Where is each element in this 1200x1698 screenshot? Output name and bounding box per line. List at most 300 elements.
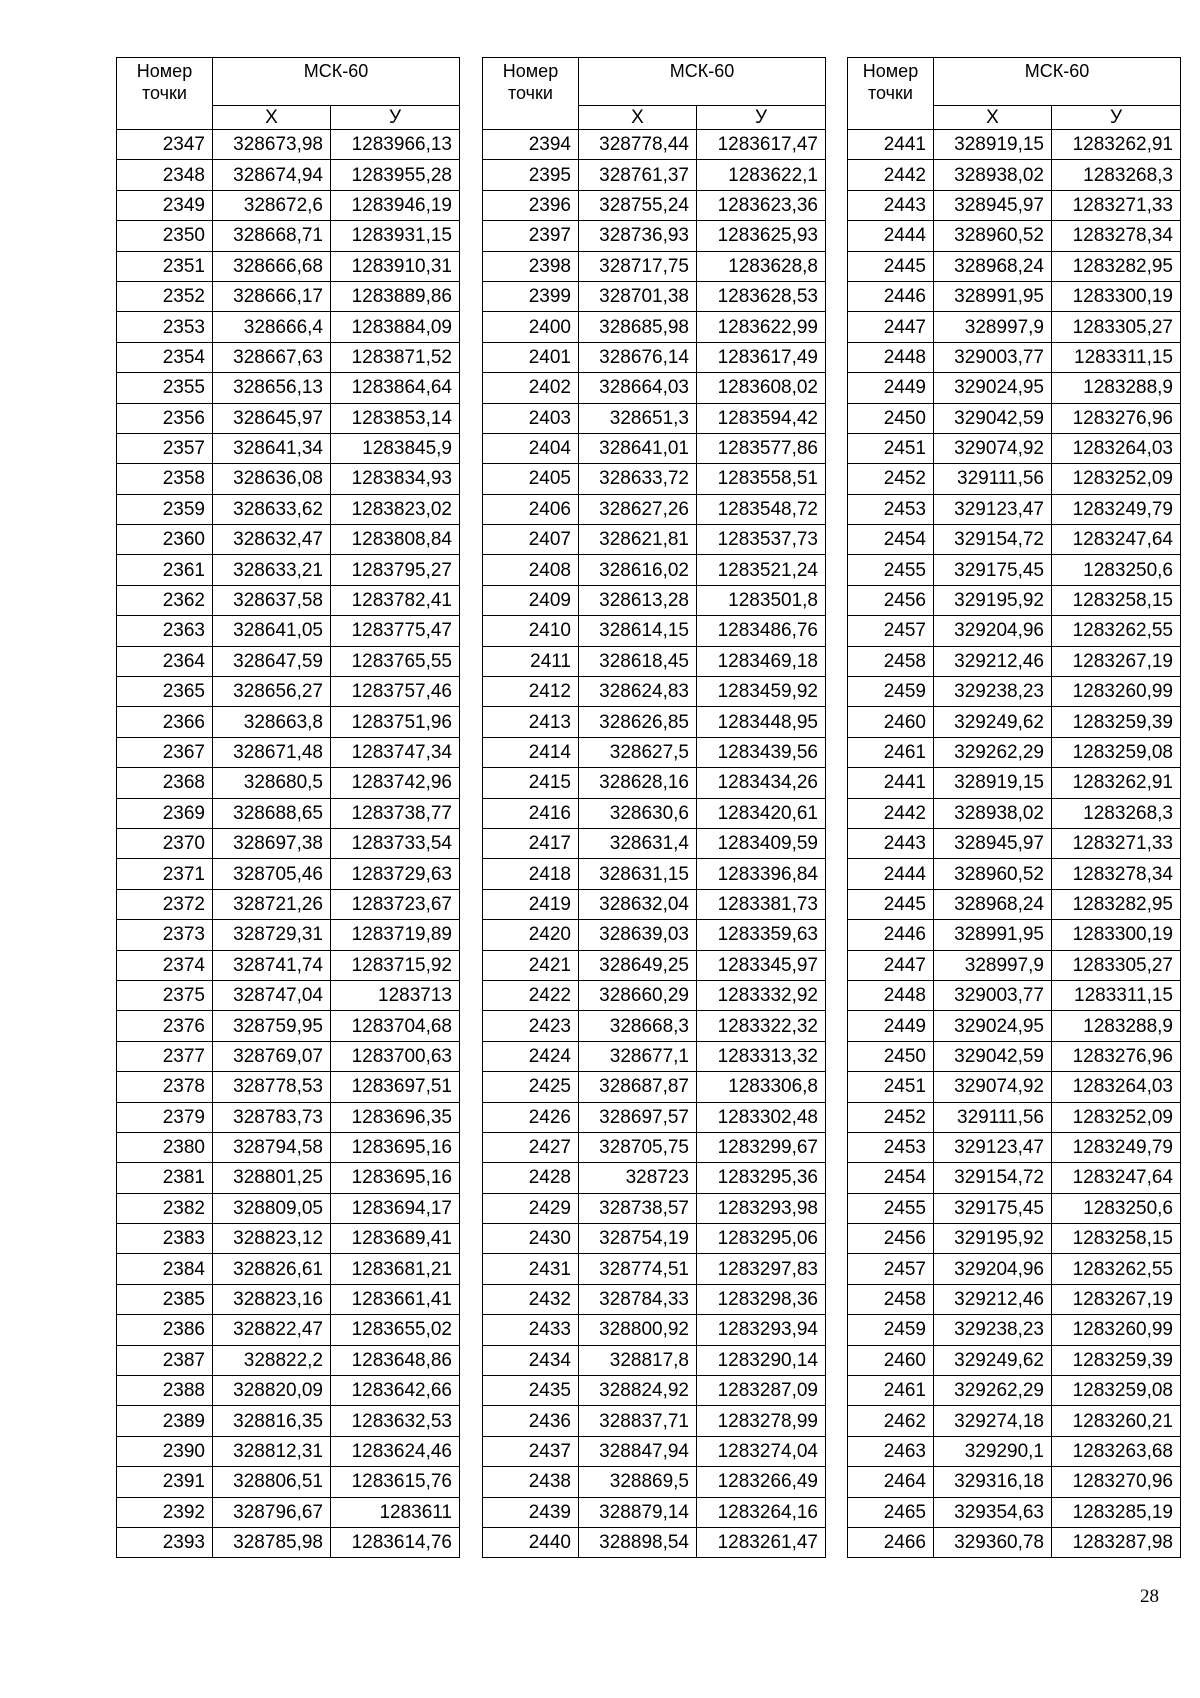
y-coordinate-cell: 1283459,92 — [697, 677, 826, 707]
x-coordinate-cell: 328736,93 — [579, 221, 697, 251]
table-row — [848, 1011, 1181, 1041]
table-row — [848, 525, 1181, 555]
table-row — [117, 859, 460, 889]
table-row — [483, 585, 826, 615]
x-coordinate-cell: 328869,5 — [579, 1467, 697, 1497]
x-coordinate-cell: 328738,57 — [579, 1193, 697, 1223]
table-row — [117, 1102, 460, 1132]
point-number-cell: 2390 — [117, 1436, 213, 1466]
y-coordinate-cell: 1283622,1 — [697, 160, 826, 190]
x-coordinate-cell: 328919,15 — [934, 130, 1052, 160]
point-number-cell: 2372 — [117, 889, 213, 919]
y-coordinate-cell: 1283262,55 — [1052, 616, 1181, 646]
y-coordinate-cell: 1283624,46 — [331, 1436, 460, 1466]
point-number-cell: 2368 — [117, 768, 213, 798]
point-number-cell: 2441 — [848, 768, 934, 798]
x-coordinate-cell: 328991,95 — [934, 920, 1052, 950]
y-coordinate-cell: 1283345,97 — [697, 950, 826, 980]
table-row — [117, 677, 460, 707]
y-coordinate-cell: 1283262,91 — [1052, 768, 1181, 798]
y-coordinate-cell: 1283259,08 — [1052, 737, 1181, 767]
x-coordinate-cell: 328616,02 — [579, 555, 697, 585]
x-coordinate-cell: 329154,72 — [934, 1163, 1052, 1193]
table-row — [117, 798, 460, 828]
x-coordinate-cell: 328671,48 — [213, 737, 331, 767]
table-row — [483, 646, 826, 676]
table-row — [483, 130, 826, 160]
point-number-cell: 2421 — [483, 950, 579, 980]
x-coordinate-cell: 328663,8 — [213, 707, 331, 737]
table-row — [483, 1345, 826, 1375]
y-coordinate-cell: 1283548,72 — [697, 494, 826, 524]
x-coordinate-cell: 329238,23 — [934, 677, 1052, 707]
point-number-cell: 2433 — [483, 1315, 579, 1345]
y-coordinate-cell: 1283311,15 — [1052, 342, 1181, 372]
y-coordinate-cell: 1283719,89 — [331, 920, 460, 950]
x-coordinate-cell: 328621,81 — [579, 525, 697, 555]
table-row — [848, 1527, 1181, 1557]
x-coordinate-cell: 328820,09 — [213, 1376, 331, 1406]
x-coordinate-cell: 328823,16 — [213, 1284, 331, 1314]
x-coordinate-cell: 329175,45 — [934, 555, 1052, 585]
table-row — [483, 281, 826, 311]
table-row — [117, 1041, 460, 1071]
table-row — [848, 737, 1181, 767]
x-coordinate-cell: 328778,44 — [579, 130, 697, 160]
table-row — [117, 1284, 460, 1314]
table-row — [483, 221, 826, 251]
point-number-cell: 2460 — [848, 707, 934, 737]
table-row — [117, 555, 460, 585]
y-coordinate-cell: 1283299,67 — [697, 1132, 826, 1162]
table-row — [483, 1406, 826, 1436]
table-row — [848, 1497, 1181, 1527]
point-number-cell: 2451 — [848, 1072, 934, 1102]
x-coordinate-cell: 328668,3 — [579, 1011, 697, 1041]
point-number-cell: 2386 — [117, 1315, 213, 1345]
table-row — [848, 1163, 1181, 1193]
y-coordinate-cell: 1283305,27 — [1052, 950, 1181, 980]
y-coordinate-cell: 1283434,26 — [697, 768, 826, 798]
x-coordinate-cell: 328624,83 — [579, 677, 697, 707]
point-number-cell: 2436 — [483, 1406, 579, 1436]
x-coordinate-cell: 329175,45 — [934, 1193, 1052, 1223]
table-row — [117, 889, 460, 919]
y-coordinate-cell: 1283396,84 — [697, 859, 826, 889]
point-number-cell: 2424 — [483, 1041, 579, 1071]
point-number-cell: 2385 — [117, 1284, 213, 1314]
point-number-cell: 2393 — [117, 1527, 213, 1557]
x-coordinate-cell: 328785,98 — [213, 1527, 331, 1557]
table-row — [117, 1315, 460, 1345]
table-row — [483, 433, 826, 463]
y-coordinate-cell: 1283274,04 — [697, 1436, 826, 1466]
y-coordinate-cell: 1283681,21 — [331, 1254, 460, 1284]
y-coordinate-cell: 1283278,34 — [1052, 859, 1181, 889]
y-coordinate-cell: 1283695,16 — [331, 1132, 460, 1162]
table-row — [848, 1284, 1181, 1314]
x-coordinate-cell: 328783,73 — [213, 1102, 331, 1132]
x-coordinate-cell: 328879,14 — [579, 1497, 697, 1527]
table-row — [848, 464, 1181, 494]
point-number-cell: 2461 — [848, 1376, 934, 1406]
table-row — [117, 707, 460, 737]
point-number-cell: 2423 — [483, 1011, 579, 1041]
point-number-cell: 2387 — [117, 1345, 213, 1375]
x-coordinate-cell: 328628,16 — [579, 768, 697, 798]
point-number-cell: 2348 — [117, 160, 213, 190]
table-row — [117, 737, 460, 767]
table-row — [848, 1254, 1181, 1284]
point-number-cell: 2365 — [117, 677, 213, 707]
point-number-cell: 2410 — [483, 616, 579, 646]
table-row — [848, 798, 1181, 828]
y-coordinate-cell: 1283282,95 — [1052, 251, 1181, 281]
table-row — [117, 1072, 460, 1102]
point-number-cell: 2392 — [117, 1497, 213, 1527]
point-number-cell: 2394 — [483, 130, 579, 160]
point-number-cell: 2404 — [483, 433, 579, 463]
y-coordinate-cell: 1283247,64 — [1052, 1163, 1181, 1193]
x-coordinate-cell: 328627,26 — [579, 494, 697, 524]
y-coordinate-cell: 1283295,36 — [697, 1163, 826, 1193]
table-row — [848, 312, 1181, 342]
point-number-cell: 2373 — [117, 920, 213, 950]
y-column-header: У — [697, 106, 826, 130]
table-row — [483, 1041, 826, 1071]
table-row — [483, 373, 826, 403]
x-coordinate-cell: 328968,24 — [934, 251, 1052, 281]
y-column-header: У — [1052, 106, 1181, 130]
x-coordinate-cell: 329316,18 — [934, 1467, 1052, 1497]
x-coordinate-cell: 328837,71 — [579, 1406, 697, 1436]
x-coordinate-cell: 328660,29 — [579, 980, 697, 1010]
point-number-cell: 2447 — [848, 312, 934, 342]
y-coordinate-cell: 1283252,09 — [1052, 464, 1181, 494]
point-number-cell: 2441 — [848, 130, 934, 160]
point-number-cell: 2407 — [483, 525, 579, 555]
x-coordinate-cell: 329024,95 — [934, 373, 1052, 403]
x-coordinate-cell: 329204,96 — [934, 1254, 1052, 1284]
x-coordinate-cell: 328613,28 — [579, 585, 697, 615]
y-coordinate-cell: 1283955,28 — [331, 160, 460, 190]
y-coordinate-cell: 1283608,02 — [697, 373, 826, 403]
x-coordinate-cell: 328769,07 — [213, 1041, 331, 1071]
table-row — [117, 828, 460, 858]
table-row — [483, 555, 826, 585]
y-coordinate-cell: 1283381,73 — [697, 889, 826, 919]
point-number-cell: 2434 — [483, 1345, 579, 1375]
table-row — [483, 1224, 826, 1254]
point-number-header: Номер точки — [483, 58, 579, 130]
y-coordinate-cell: 1283298,36 — [697, 1284, 826, 1314]
table-row — [117, 1527, 460, 1557]
x-coordinate-cell: 328641,05 — [213, 616, 331, 646]
y-coordinate-cell: 1283311,15 — [1052, 980, 1181, 1010]
x-coordinate-cell: 328697,38 — [213, 828, 331, 858]
x-coordinate-cell: 328794,58 — [213, 1132, 331, 1162]
point-number-cell: 2456 — [848, 1224, 934, 1254]
point-number-cell: 2376 — [117, 1011, 213, 1041]
x-coordinate-cell: 328639,03 — [579, 920, 697, 950]
point-number-cell: 2450 — [848, 403, 934, 433]
point-number-cell: 2374 — [117, 950, 213, 980]
y-coordinate-cell: 1283267,19 — [1052, 1284, 1181, 1314]
point-number-cell: 2413 — [483, 707, 579, 737]
point-number-cell: 2429 — [483, 1193, 579, 1223]
point-number-cell: 2349 — [117, 190, 213, 220]
page-number: 28 — [1140, 1586, 1159, 1607]
x-coordinate-cell: 328809,05 — [213, 1193, 331, 1223]
y-coordinate-cell: 1283689,41 — [331, 1224, 460, 1254]
table-row — [117, 525, 460, 555]
point-number-cell: 2426 — [483, 1102, 579, 1132]
y-coordinate-cell: 1283264,03 — [1052, 1072, 1181, 1102]
x-coordinate-cell: 329195,92 — [934, 1224, 1052, 1254]
x-coordinate-cell: 328817,8 — [579, 1345, 697, 1375]
table-row — [117, 1406, 460, 1436]
y-coordinate-cell: 1283623,36 — [697, 190, 826, 220]
point-number-cell: 2446 — [848, 920, 934, 950]
point-number-cell: 2396 — [483, 190, 579, 220]
table-row — [848, 1376, 1181, 1406]
table-row — [117, 342, 460, 372]
y-coordinate-cell: 1283260,99 — [1052, 1315, 1181, 1345]
y-coordinate-cell: 1283287,98 — [1052, 1527, 1181, 1557]
table-row — [848, 281, 1181, 311]
x-coordinate-cell: 328721,26 — [213, 889, 331, 919]
table-row — [848, 1072, 1181, 1102]
y-coordinate-cell: 1283642,66 — [331, 1376, 460, 1406]
y-coordinate-cell: 1283655,02 — [331, 1315, 460, 1345]
point-number-cell: 2359 — [117, 494, 213, 524]
table-row — [848, 677, 1181, 707]
x-coordinate-cell: 328755,24 — [579, 190, 697, 220]
table-row — [848, 1315, 1181, 1345]
y-coordinate-cell: 1283271,33 — [1052, 828, 1181, 858]
table-row — [483, 1163, 826, 1193]
table-row — [848, 828, 1181, 858]
point-number-cell: 2442 — [848, 798, 934, 828]
x-coordinate-cell: 329111,56 — [934, 464, 1052, 494]
y-coordinate-cell: 1283262,55 — [1052, 1254, 1181, 1284]
table-row — [117, 190, 460, 220]
x-coordinate-cell: 328806,51 — [213, 1467, 331, 1497]
table-row — [848, 1467, 1181, 1497]
table-row — [117, 1436, 460, 1466]
table-row — [483, 980, 826, 1010]
x-coordinate-cell: 328627,5 — [579, 737, 697, 767]
x-coordinate-cell: 329274,18 — [934, 1406, 1052, 1436]
table-row — [117, 1254, 460, 1284]
table-row — [848, 950, 1181, 980]
x-coordinate-cell: 329074,92 — [934, 433, 1052, 463]
y-coordinate-cell: 1283300,19 — [1052, 281, 1181, 311]
point-number-cell: 2367 — [117, 737, 213, 767]
x-coordinate-cell: 328778,53 — [213, 1072, 331, 1102]
point-number-cell: 2377 — [117, 1041, 213, 1071]
point-number-cell: 2431 — [483, 1254, 579, 1284]
table-row — [483, 1497, 826, 1527]
coordinate-system-header: МСК-60 — [934, 58, 1181, 106]
point-number-cell: 2450 — [848, 1041, 934, 1071]
point-number-cell: 2411 — [483, 646, 579, 676]
table-row — [117, 646, 460, 676]
x-coordinate-cell: 328960,52 — [934, 221, 1052, 251]
y-coordinate-cell: 1283871,52 — [331, 342, 460, 372]
table-row — [483, 190, 826, 220]
point-number-cell: 2384 — [117, 1254, 213, 1284]
y-coordinate-cell: 1283293,94 — [697, 1315, 826, 1345]
table-row — [483, 160, 826, 190]
y-coordinate-cell: 1283259,39 — [1052, 1345, 1181, 1375]
table-row — [117, 1163, 460, 1193]
x-coordinate-cell: 328633,21 — [213, 555, 331, 585]
table-row — [117, 433, 460, 463]
y-coordinate-cell: 1283625,93 — [697, 221, 826, 251]
table-row — [117, 920, 460, 950]
point-number-cell: 2449 — [848, 1011, 934, 1041]
y-coordinate-cell: 1283558,51 — [697, 464, 826, 494]
point-number-cell: 2430 — [483, 1224, 579, 1254]
x-coordinate-cell: 328687,87 — [579, 1072, 697, 1102]
point-number-cell: 2401 — [483, 342, 579, 372]
y-coordinate-cell: 1283795,27 — [331, 555, 460, 585]
point-number-cell: 2351 — [117, 251, 213, 281]
point-number-cell: 2453 — [848, 494, 934, 524]
point-number-cell: 2448 — [848, 342, 934, 372]
y-coordinate-cell: 1283300,19 — [1052, 920, 1181, 950]
point-number-cell: 2412 — [483, 677, 579, 707]
x-coordinate-cell: 328822,47 — [213, 1315, 331, 1345]
table-row — [848, 1345, 1181, 1375]
x-coordinate-cell: 328633,72 — [579, 464, 697, 494]
table-row — [848, 1041, 1181, 1071]
x-coordinate-cell: 329195,92 — [934, 585, 1052, 615]
point-number-cell: 2446 — [848, 281, 934, 311]
x-coordinate-cell: 328997,9 — [934, 312, 1052, 342]
point-number-cell: 2454 — [848, 525, 934, 555]
table-row — [483, 1436, 826, 1466]
x-coordinate-cell: 328774,51 — [579, 1254, 697, 1284]
y-coordinate-cell: 1283270,96 — [1052, 1467, 1181, 1497]
point-number-cell: 2435 — [483, 1376, 579, 1406]
x-coordinate-cell: 328824,92 — [579, 1376, 697, 1406]
table-row — [483, 525, 826, 555]
point-number-cell: 2358 — [117, 464, 213, 494]
table-row — [117, 403, 460, 433]
point-number-cell: 2369 — [117, 798, 213, 828]
table-row — [117, 494, 460, 524]
x-coordinate-cell: 328960,52 — [934, 859, 1052, 889]
table-row — [483, 859, 826, 889]
table-row — [117, 221, 460, 251]
y-coordinate-cell: 1283259,08 — [1052, 1376, 1181, 1406]
y-coordinate-cell: 1283448,95 — [697, 707, 826, 737]
table-row — [483, 737, 826, 767]
point-number-cell: 2403 — [483, 403, 579, 433]
point-number-cell: 2416 — [483, 798, 579, 828]
x-coordinate-cell: 328801,25 — [213, 1163, 331, 1193]
x-coordinate-cell: 329212,46 — [934, 646, 1052, 676]
point-number-cell: 2362 — [117, 585, 213, 615]
x-coordinate-cell: 328672,6 — [213, 190, 331, 220]
table-row — [848, 616, 1181, 646]
y-coordinate-cell: 1283617,47 — [697, 130, 826, 160]
point-number-cell: 2399 — [483, 281, 579, 311]
y-coordinate-cell: 1283264,16 — [697, 1497, 826, 1527]
x-coordinate-cell: 329003,77 — [934, 342, 1052, 372]
y-coordinate-cell: 1283287,09 — [697, 1376, 826, 1406]
table-row — [117, 1224, 460, 1254]
x-coordinate-cell: 328685,98 — [579, 312, 697, 342]
point-number-cell: 2464 — [848, 1467, 934, 1497]
x-coordinate-cell: 328723 — [579, 1163, 697, 1193]
x-coordinate-cell: 328717,75 — [579, 251, 697, 281]
x-coordinate-cell: 329290,1 — [934, 1436, 1052, 1466]
y-coordinate-cell: 1283615,76 — [331, 1467, 460, 1497]
y-coordinate-cell: 1283288,9 — [1052, 1011, 1181, 1041]
x-coordinate-cell: 328668,71 — [213, 221, 331, 251]
x-coordinate-cell: 328826,61 — [213, 1254, 331, 1284]
y-coordinate-cell: 1283409,59 — [697, 828, 826, 858]
y-coordinate-cell: 1283632,53 — [331, 1406, 460, 1436]
point-number-cell: 2406 — [483, 494, 579, 524]
point-number-cell: 2463 — [848, 1436, 934, 1466]
x-coordinate-cell: 328626,85 — [579, 707, 697, 737]
table-row — [483, 342, 826, 372]
x-coordinate-cell: 328759,95 — [213, 1011, 331, 1041]
x-coordinate-cell: 328677,1 — [579, 1041, 697, 1071]
y-coordinate-cell: 1283782,41 — [331, 585, 460, 615]
point-number-cell: 2457 — [848, 616, 934, 646]
point-number-cell: 2418 — [483, 859, 579, 889]
x-coordinate-cell: 328997,9 — [934, 950, 1052, 980]
y-coordinate-cell: 1283594,42 — [697, 403, 826, 433]
point-number-cell: 2461 — [848, 737, 934, 767]
table-row — [848, 251, 1181, 281]
x-coordinate-cell: 328647,59 — [213, 646, 331, 676]
table-row — [483, 677, 826, 707]
table-row — [483, 616, 826, 646]
x-coordinate-cell: 329003,77 — [934, 980, 1052, 1010]
table-row — [117, 373, 460, 403]
y-coordinate-cell: 1283617,49 — [697, 342, 826, 372]
point-number-cell: 2366 — [117, 707, 213, 737]
x-coordinate-cell: 328800,92 — [579, 1315, 697, 1345]
table-row — [483, 798, 826, 828]
y-coordinate-cell: 1283258,15 — [1052, 1224, 1181, 1254]
y-coordinate-cell: 1283661,41 — [331, 1284, 460, 1314]
table-row — [848, 494, 1181, 524]
table-row — [848, 403, 1181, 433]
table-row — [117, 1345, 460, 1375]
y-coordinate-cell: 1283697,51 — [331, 1072, 460, 1102]
x-coordinate-cell: 328645,97 — [213, 403, 331, 433]
y-coordinate-cell: 1283288,9 — [1052, 373, 1181, 403]
x-coordinate-cell: 328938,02 — [934, 798, 1052, 828]
y-coordinate-cell: 1283628,8 — [697, 251, 826, 281]
y-coordinate-cell: 1283258,15 — [1052, 585, 1181, 615]
x-coordinate-cell: 328823,12 — [213, 1224, 331, 1254]
point-number-header: Номер точки — [117, 58, 213, 130]
x-coordinate-cell: 329354,63 — [934, 1497, 1052, 1527]
x-coordinate-cell: 329212,46 — [934, 1284, 1052, 1314]
y-coordinate-cell: 1283611 — [331, 1497, 460, 1527]
table-row — [483, 1315, 826, 1345]
point-number-cell: 2455 — [848, 555, 934, 585]
x-coordinate-cell: 328666,4 — [213, 312, 331, 342]
